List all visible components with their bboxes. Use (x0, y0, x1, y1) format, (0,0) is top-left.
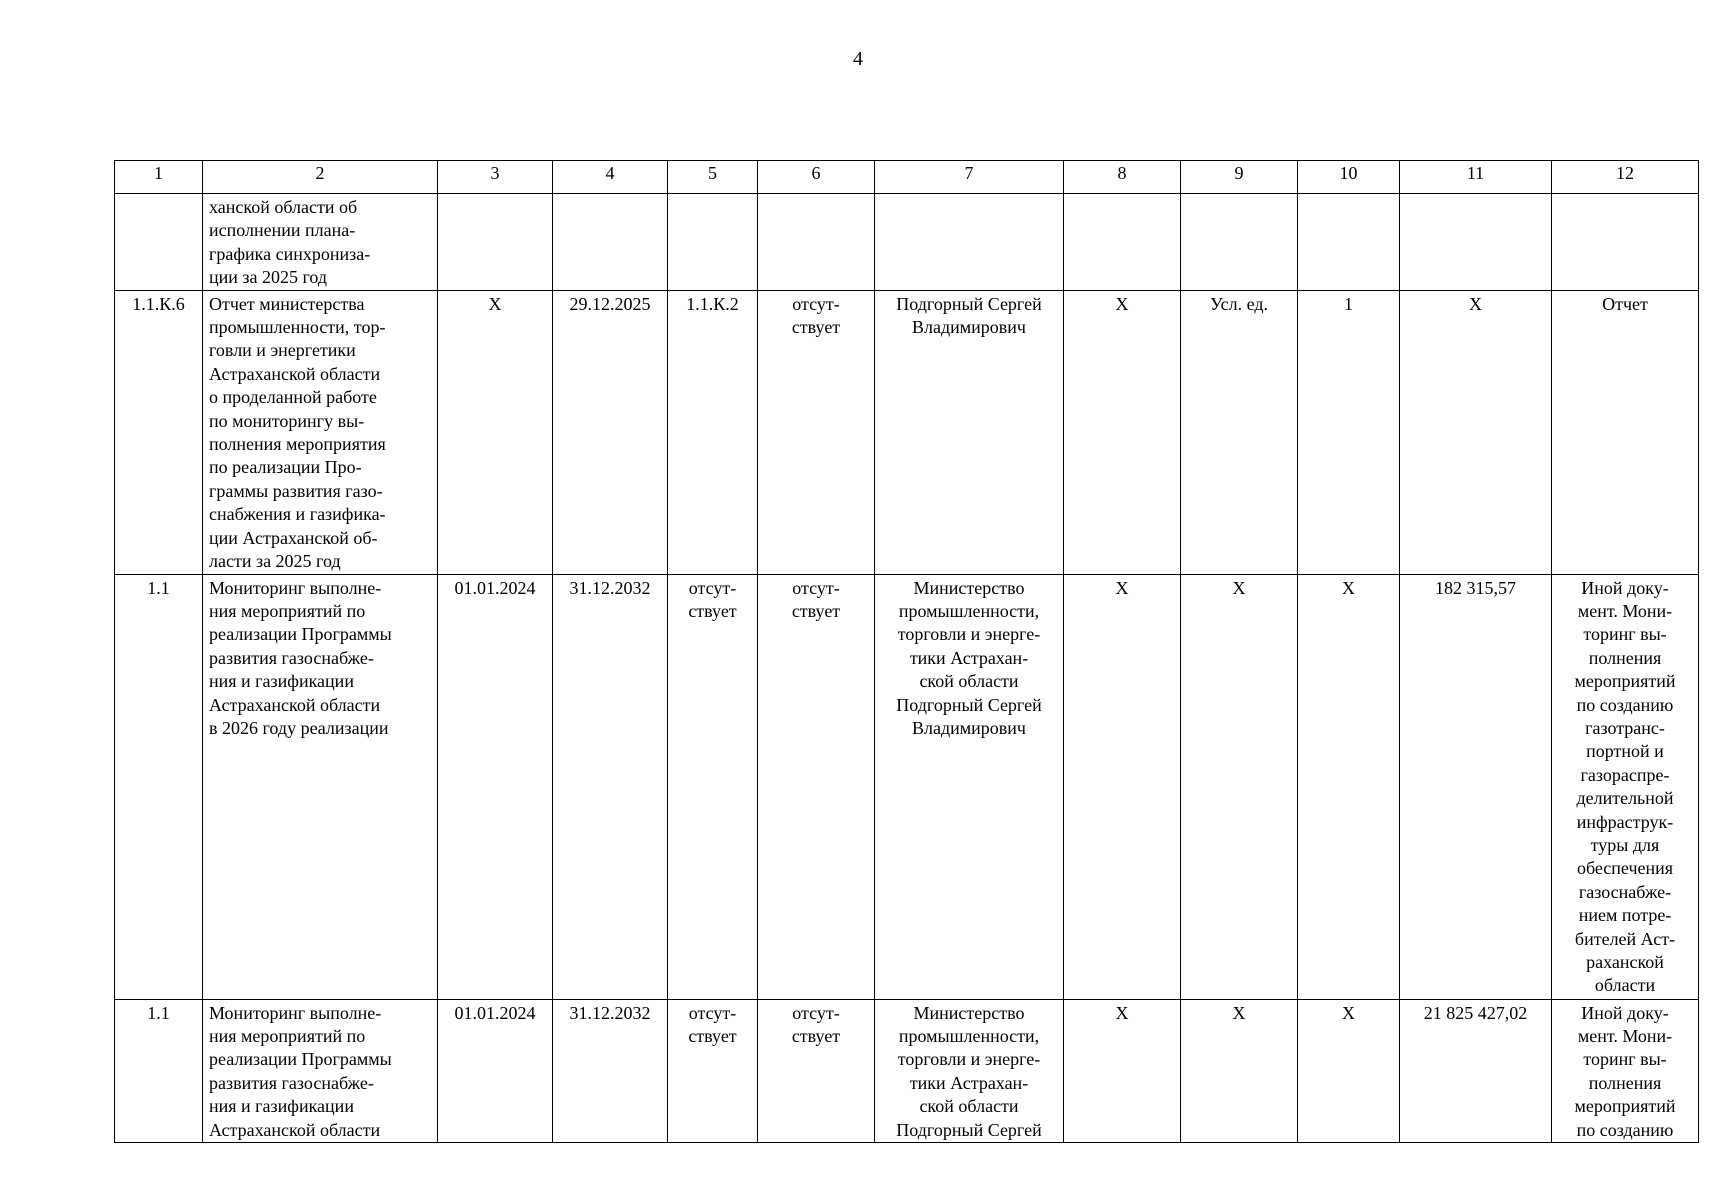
cell-code: 1.1 (115, 574, 203, 999)
column-number: 4 (553, 161, 668, 194)
column-number-row (115, 161, 1699, 194)
cell-amount: 182 315,57 (1400, 574, 1552, 999)
cell-responsible: Министерство промышленности, торговли и энерге- тики Астрахан- ской области Подгорный Сергей Владимирович (875, 574, 1064, 999)
table-row (115, 290, 1699, 574)
column-number: 6 (758, 161, 875, 194)
table-row (115, 574, 1699, 999)
cell-end-date: 31.12.2032 (553, 574, 668, 999)
column-number: 3 (438, 161, 553, 194)
column-number: 9 (1181, 161, 1298, 194)
cell-name: Мониторинг выполне- ния мероприятий по реализации Программы развития газоснабже- ния и газификации Астраханской области (203, 999, 438, 1142)
column-number: 1 (115, 161, 203, 194)
cell-code (115, 194, 203, 291)
column-number: 2 (203, 161, 438, 194)
cell-unit (1181, 194, 1298, 291)
cell-amount: 21 825 427,02 (1400, 999, 1552, 1142)
column-number: 7 (875, 161, 1064, 194)
cell-name: Отчет министерства промышленности, тор- говли и энергетики Астраханской области о проделанной работе по мониторингу вы- полнения мероприятия по реализации Про- граммы развития газо- снабжения и газифика- ции Астраханской об- ласти за 2025 год (203, 290, 438, 574)
column-number: 5 (668, 161, 758, 194)
cell-start-date: 01.01.2024 (438, 999, 553, 1142)
cell-successor (758, 194, 875, 291)
cell-successor: отсут- ствует (758, 574, 875, 999)
table-row (115, 194, 1699, 291)
cell-start-date (438, 194, 553, 291)
cell-successor: отсут- ствует (758, 290, 875, 574)
cell-amount (1400, 194, 1552, 291)
cell-col8: X (1064, 999, 1181, 1142)
cell-document: Иной доку- мент. Мони- торинг вы- полнения мероприятий по созданию газотранс- портной и газораспре- делительной инфраструк- туры для обеспечения газоснабже- нием потре- бителей Аст- раханской области (1552, 574, 1699, 999)
column-number: 12 (1552, 161, 1699, 194)
cell-value (1298, 194, 1400, 291)
table-row (115, 999, 1699, 1142)
cell-unit: X (1181, 574, 1298, 999)
cell-code: 1.1.К.6 (115, 290, 203, 574)
cell-col8 (1064, 194, 1181, 291)
cell-name: Мониторинг выполне- ния мероприятий по реализации Программы развития газоснабже- ния и газификации Астраханской области в 2026 году реализации (203, 574, 438, 999)
cell-responsible: Министерство промышленности, торговли и энерге- тики Астрахан- ской области Подгорный Сергей (875, 999, 1064, 1142)
cell-col8: X (1064, 290, 1181, 574)
cell-document: Иной доку- мент. Мони- торинг вы- полнения мероприятий по созданию (1552, 999, 1699, 1142)
cell-predecessor: отсут- ствует (668, 999, 758, 1142)
cell-start-date: X (438, 290, 553, 574)
cell-predecessor (668, 194, 758, 291)
cell-end-date (553, 194, 668, 291)
cell-document (1552, 194, 1699, 291)
cell-responsible (875, 194, 1064, 291)
cell-predecessor: 1.1.К.2 (668, 290, 758, 574)
cell-value: X (1298, 999, 1400, 1142)
plan-table (114, 160, 1699, 1143)
cell-successor: отсут- ствует (758, 999, 875, 1142)
cell-predecessor: отсут- ствует (668, 574, 758, 999)
cell-end-date: 29.12.2025 (553, 290, 668, 574)
cell-unit: X (1181, 999, 1298, 1142)
column-number: 8 (1064, 161, 1181, 194)
cell-start-date: 01.01.2024 (438, 574, 553, 999)
cell-responsible: Подгорный Сергей Владимирович (875, 290, 1064, 574)
cell-value: X (1298, 574, 1400, 999)
cell-document: Отчет (1552, 290, 1699, 574)
cell-amount: X (1400, 290, 1552, 574)
cell-unit: Усл. ед. (1181, 290, 1298, 574)
cell-name: ханской области об исполнении плана- графика синхрониза- ции за 2025 год (203, 194, 438, 291)
cell-end-date: 31.12.2032 (553, 999, 668, 1142)
cell-col8: X (1064, 574, 1181, 999)
page-number: 4 (853, 48, 863, 70)
column-number: 10 (1298, 161, 1400, 194)
cell-code: 1.1 (115, 999, 203, 1142)
column-number: 11 (1400, 161, 1552, 194)
cell-value: 1 (1298, 290, 1400, 574)
